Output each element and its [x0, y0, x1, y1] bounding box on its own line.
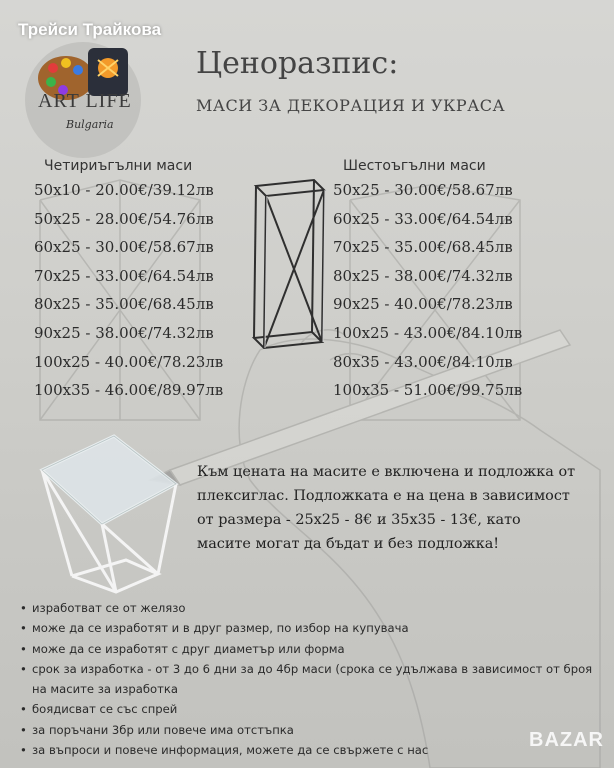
price-item: 70x25 - 35.00€/68.45лв — [333, 238, 513, 257]
price-item: 90x25 - 40.00€/78.23лв — [333, 295, 513, 314]
price-item: 100x35 - 51.00€/99.75лв — [333, 381, 523, 400]
price-item: 60x25 - 33.00€/64.54лв — [333, 209, 513, 228]
bullet-icon: • — [20, 641, 27, 656]
hex-tables-heading: Шестоъгълни маси — [343, 158, 486, 174]
price-item: 50x10 - 20.00€/39.12лв — [34, 181, 214, 199]
price-item: 80x25 - 35.00€/68.45лв — [34, 295, 214, 314]
list-item: • може да се изработят с друг диаметър или форма — [18, 639, 598, 659]
plexiglass-table-illustration — [36, 428, 186, 598]
list-item: • за поръчани 3бр или повече има отстъпка — [18, 720, 598, 740]
price-item: 90x25 - 38.00€/74.32лв — [34, 323, 214, 342]
price-item: 100x35 - 46.00€/89.97лв — [34, 381, 224, 400]
price-item: 50x25 - 30.00€/58.67лв — [333, 181, 513, 199]
hex-tables-list — [333, 176, 522, 405]
price-item: 80x25 - 38.00€/74.32лв — [333, 266, 513, 285]
page-title: Ценоразпис: — [196, 46, 399, 81]
tall-table-frame-illustration — [244, 176, 328, 351]
bullet-icon: • — [20, 702, 27, 717]
bullet-icon: • — [20, 621, 27, 636]
list-item: • може да се изработят и в друг размер, по избор на купувача — [18, 618, 598, 638]
page-subtitle: МАСИ ЗА ДЕКОРАЦИЯ И УКРАСА — [196, 96, 506, 115]
price-item: 70x25 - 33.00€/64.54лв — [34, 266, 214, 285]
square-tables-heading: Четириъгълни маси — [44, 158, 193, 174]
watermark-name: Трейси Трайкова — [18, 20, 162, 39]
logo-brand: ART LIFE — [38, 90, 132, 112]
price-item: 60x25 - 30.00€/58.67лв — [34, 238, 214, 257]
list-item: • изработват се от желязо — [18, 598, 598, 618]
price-item: 100x25 - 43.00€/84.10лв — [333, 323, 523, 342]
price-item: 50x25 - 28.00€/54.76лв — [34, 209, 214, 228]
info-bullet-list — [18, 598, 598, 760]
bullet-icon: • — [20, 743, 27, 758]
square-tables-list — [34, 176, 223, 405]
bazar-watermark: BAZAR — [529, 729, 604, 751]
list-item: • боядисват се със спрей — [18, 699, 598, 719]
bullet-icon: • — [20, 661, 27, 676]
price-item: 80x35 - 43.00€/84.10лв — [333, 352, 513, 371]
logo-subtitle: Bulgaria — [66, 118, 114, 131]
list-item: • за въпроси и повече информация, можете да се свържете с нас — [18, 740, 598, 760]
bullet-icon: • — [20, 722, 27, 737]
bullet-icon: • — [20, 601, 27, 615]
price-item: 100x25 - 40.00€/78.23лв — [34, 352, 224, 371]
plexiglass-note: Към цената на масите е включена и подложка от плексиглас. Подложката е на цена в зависимост от размера - 25x25 - 8€ и 35x35 - 13€, като масите могат да бъдат и без подложка! — [197, 464, 576, 552]
list-item: • срок за изработка - от 3 до 6 дни за до 4бр маси (срока се удължава в зависимост от броя на масите за изработка — [18, 659, 598, 700]
